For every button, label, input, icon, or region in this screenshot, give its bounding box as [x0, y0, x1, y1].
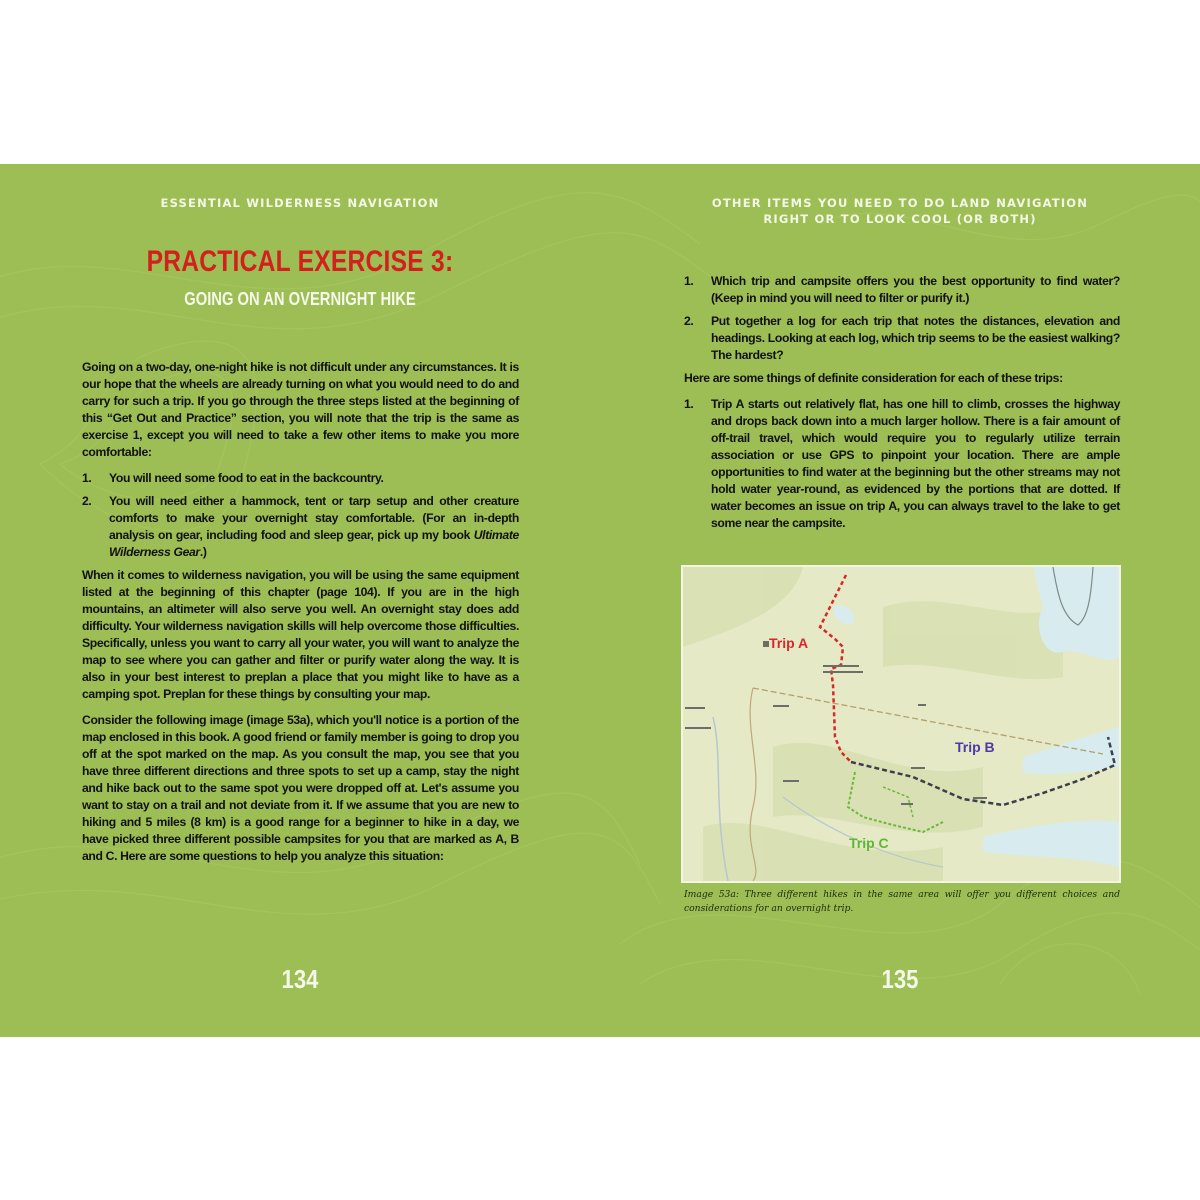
list-number: 2. [684, 314, 694, 328]
list-text-container [109, 493, 519, 561]
running-head-line-2: RIGHT OR TO LOOK COOL (OR BOTH) [763, 212, 1037, 226]
page-number-right: 135 [881, 964, 919, 994]
list-number: 2. [82, 494, 92, 508]
running-head-left: ESSENTIAL WILDERNESS NAVIGATION [160, 196, 440, 210]
right-body [684, 273, 1120, 532]
page-number-left: 134 [281, 964, 319, 994]
equipment-paragraph: When it comes to wilderness navigation, you will be using the same equipment listed at the beginning of this chapter (page 104). If you are in the high mountains, an altimeter will also serve you well. An overnight stay does add difficulty. Your wilderness navigation skills will help overcome those difficulties. Specifically, unless you want to carry all your water, you will want to analyze the map to see where you can gather and filter or purify water along the way. It is also in your best interest to preplan a place that you might like to have as a camping spot. Preplan for these things by consulting your map. [82, 568, 519, 701]
trip-map-image [681, 565, 1121, 883]
book-title: Ultimate Wilderness Gear [109, 528, 519, 559]
list-item [82, 493, 519, 561]
book-spread [0, 164, 1200, 1037]
left-body [82, 359, 519, 865]
list-text-tail: .) [199, 545, 207, 559]
consider-paragraph: Consider the following image (image 53a), which you'll notice is a portion of the map enclosed in this book. A good friend or family member is going to drop you off at the spot marked on the map. As you consult the map, you see that you have three different directions and three spots to set up a camp, stay the night and hike back out to the same spot you were dropped off at. Let's assume you want to stay on a trail and not deviate from it. If we assume that you are new to hiking and 5 miles (8 km) is a good range for a beginner to hike in a day, we have picked three different possible campsites for you that are marked as A, B and C. Here are some questions to help you analyze this situation: [82, 713, 519, 863]
consideration-item [684, 396, 1120, 532]
list-number: 1. [684, 274, 694, 288]
consideration-text: Trip A starts out relatively flat, has one hill to climb, crosses the highway and drops back down into a much larger hollow. There is a fair amount of off-trail travel, which would require you to regularly utilize terrain association or use GPS to pinpoint your location. There are ample opportunities to find water at the beginning but the other streams may not hold water year-round, as evidenced by the portions that are dotted. If water becomes an issue on trip A, you can always travel to the lake to get some near the campsite. [711, 397, 1120, 530]
list-number: 1. [684, 397, 694, 411]
question-item [684, 313, 1120, 364]
question-item [684, 273, 1120, 307]
right-page [600, 164, 1200, 1037]
running-head-line-1: OTHER ITEMS YOU NEED TO DO LAND NAVIGATION [711, 196, 1089, 210]
list-text: You will need some food to eat in the backcountry. [109, 471, 384, 485]
intro-paragraph: Going on a two-day, one-night hike is not difficult under any circumstances. It is our hope that the wheels are already turning on what you would need to do and carry for such a trip. If you go through the three steps listed at the beginning of this “Get Out and Practice” section, you will note that the trip is the same as exercise 1, except you will need to take a few other items to make you more comfortable: [82, 360, 519, 459]
trip-b-label: Trip B [955, 739, 995, 755]
left-page [0, 164, 600, 1037]
topo-map [683, 567, 1119, 881]
trip-a-label: Trip A [769, 635, 809, 651]
exercise-subtitle: GOING ON AN OVERNIGHT HIKE [184, 289, 416, 309]
figure-caption: Image 53a: Three different hikes in the same area will offer you different choices and considerations for an overnight trip. [684, 889, 1120, 914]
exercise-title: PRACTICAL EXERCISE 3: [146, 245, 454, 278]
list-item [82, 470, 519, 487]
question-text: Which trip and campsite offers you the best opportunity to find water? (Keep in mind you will need to filter or purify it.) [711, 274, 1120, 305]
list-number: 1. [82, 471, 92, 485]
trip-c-label: Trip C [849, 835, 889, 851]
question-text: Put together a log for each trip that notes the distances, elevation and headings. Looking at each log, which trip seems to be the easiest walking? The hardest? [711, 314, 1120, 362]
considerations-intro: Here are some things of definite consideration for each of these trips: [684, 371, 1063, 385]
running-head-right [600, 195, 1200, 227]
list-text: You will need either a hammock, tent or tarp setup and other creature comforts to make your overnight stay comfortable. (For an in-depth analysis on gear, including food and sleep gear, pick up my book [109, 494, 519, 542]
